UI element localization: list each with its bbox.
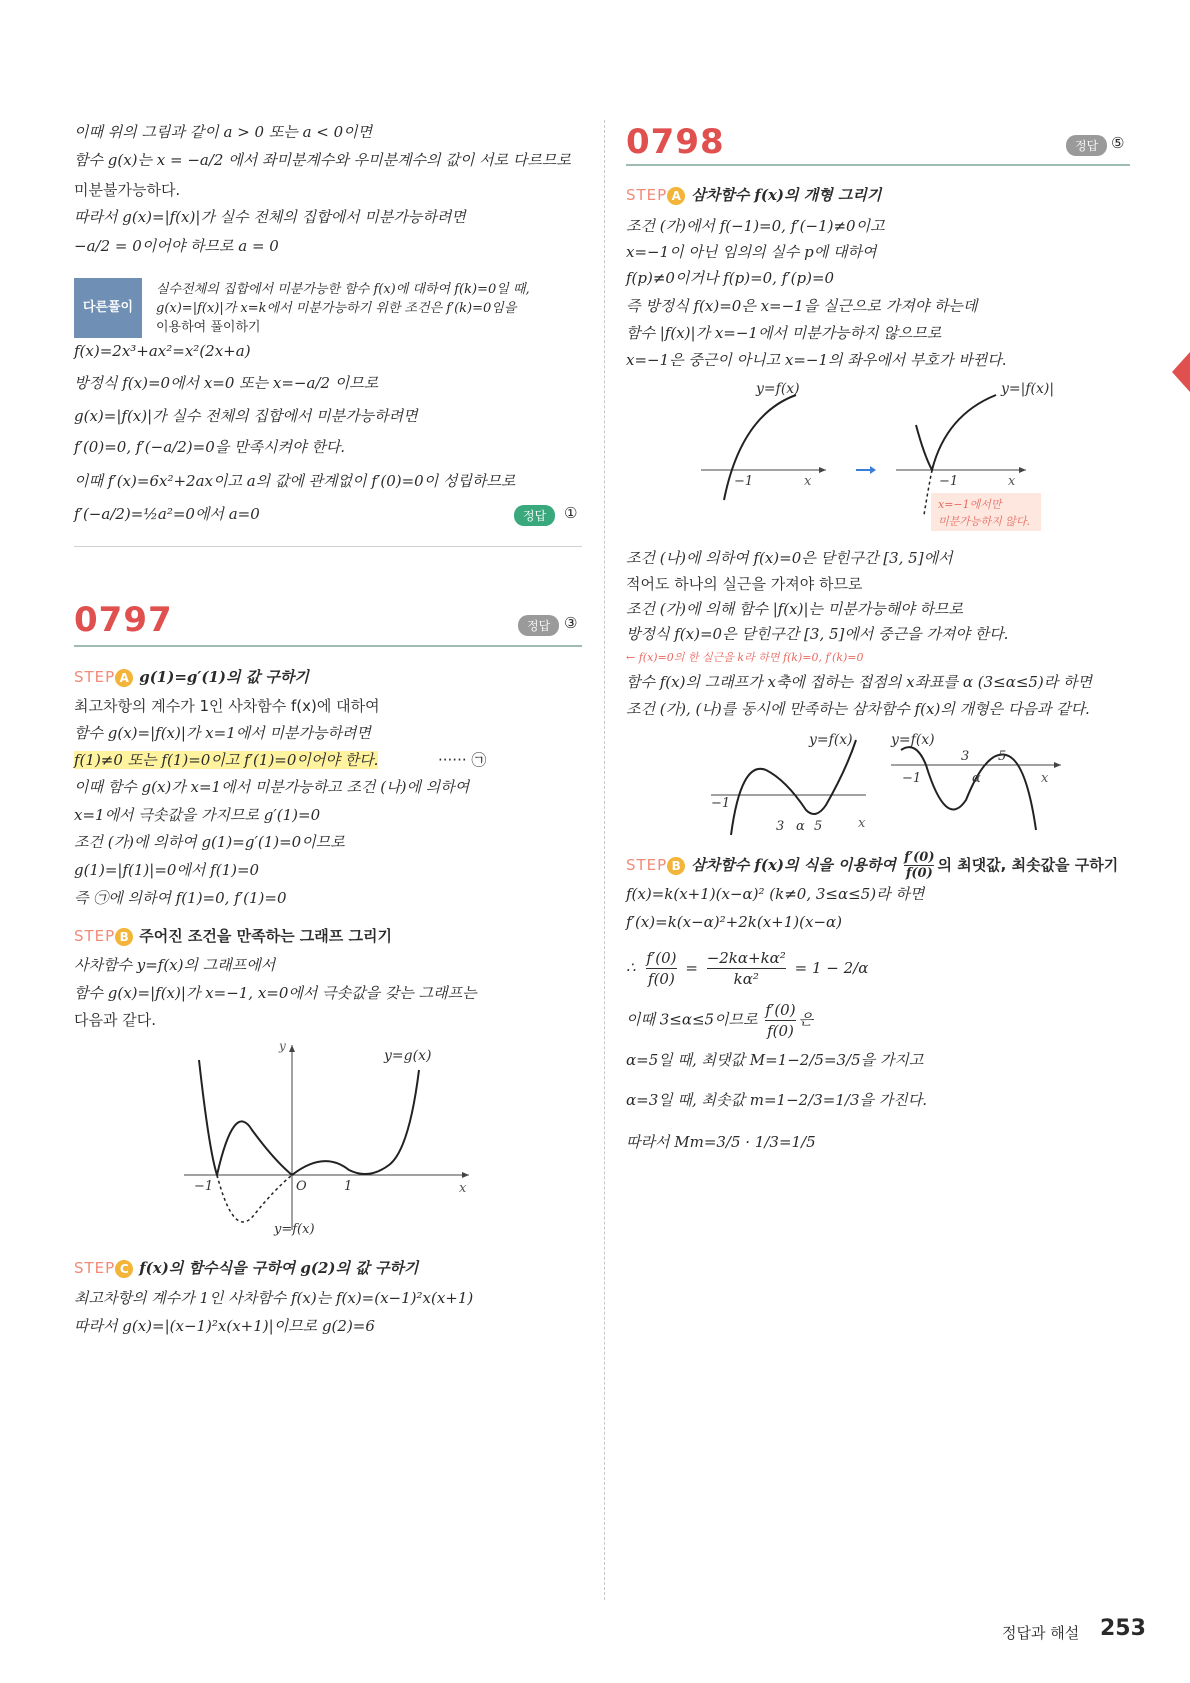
note-line-2: 미분가능하지 않다.: [938, 515, 1031, 528]
ratio-line: ∴ $\frac{f'(0)}{f(0)}$ = $\frac{\text{−2kα+kα²}}{\text{kα²}}$ = 1 − 2/α: [626, 949, 869, 988]
text-line: f′(x)=k(x−α)²+2k(x+1)(x−α): [626, 913, 842, 931]
step-letter: C: [115, 1260, 133, 1278]
tick-3-right: 3: [961, 749, 970, 764]
tick-neg1-right: −1: [939, 474, 959, 489]
text-line: 조건 (가)에 의해 함수 |f(x)|는 미분가능해야 하므로: [626, 600, 963, 618]
condition-text: 이때 3≤α≤5이므로: [626, 1010, 758, 1029]
column-divider: [604, 120, 605, 1600]
x-axis-arrow: [462, 1172, 469, 1178]
text-line: α=5일 때, 최댓값 M=1−2/5=3/5을 가지고: [626, 1051, 924, 1069]
text-line: 적어도 하나의 실근을 가져야 하므로: [626, 575, 863, 593]
text-line: f′(−a/2)=½a²=0에서 a=0: [74, 505, 260, 523]
text-line: 함수 g(x)는 x = −a/2 에서 좌미분계수와 우미분계수의 값이 서로 다르므로: [74, 151, 571, 169]
chapter-tab-marker: [1172, 352, 1190, 392]
problem-number: 0798: [626, 122, 725, 162]
cubic-positive: [731, 740, 856, 835]
alt-note-line: 이용하여 풀이하기: [156, 320, 261, 335]
text-line: 따라서 g(x)=|f(x)|가 실수 전체의 집합에서 미분가능하려면: [74, 208, 466, 226]
step-letter: A: [667, 187, 685, 205]
text-line: 즉 ㉠에 의하여 f(1)=0, f′(1)=0: [74, 889, 287, 907]
tick-origin: O: [296, 1179, 307, 1194]
step-a-heading: [626, 184, 881, 205]
problem-number: 0797: [74, 600, 173, 640]
highlighted-condition: f(1)≠0 또는 f(1)=0이고 f′(1)=0이어야 한다.: [74, 751, 379, 769]
step-b-heading: [626, 850, 1118, 881]
step-a-heading: [74, 666, 309, 687]
fraction-numerator: f′(0): [904, 850, 935, 865]
text-line: 조건 (가)에 의하여 g(1)=g′(1)=0이므로: [74, 833, 345, 851]
step-tag: STEP: [626, 186, 668, 204]
answer-badge: 정답: [518, 615, 559, 636]
tick-neg1-right: −1: [902, 771, 922, 786]
text-line: 최고차항의 계수가 1인 사차함수 f(x)에 대하여: [74, 697, 380, 715]
step-b-heading: [74, 925, 392, 946]
alpha-label: α: [796, 819, 805, 834]
text-line: −a/2 = 0이어야 하므로 a = 0: [74, 237, 279, 255]
graph-g-function: [184, 1040, 484, 1240]
tick-1: 1: [344, 1179, 353, 1194]
text-line: f(x)=k(x+1)(x−α)² (k≠0, 3≤α≤5)라 하면: [626, 885, 925, 903]
text-line: 이때 위의 그림과 같이 a > 0 또는 a < 0이면: [74, 123, 373, 141]
x-axis-arrow-right: [1054, 762, 1061, 768]
tick-neg1: −1: [194, 1179, 214, 1194]
answer-value: ③: [564, 614, 578, 632]
text-line: 함수 g(x)=|f(x)|가 x=−1, x=0에서 극솟값을 갖는 그래프는: [74, 984, 477, 1002]
text-line: 최고차항의 계수가 1인 사차함수 f(x)는 f(x)=(x−1)²x(x+1): [74, 1289, 474, 1307]
x-axis-label: x: [804, 474, 812, 489]
f-label-a: y=f(x): [809, 732, 853, 748]
ratio-result: = 1 − 2/α: [794, 958, 869, 977]
graph-f-and-absf: [696, 375, 1116, 540]
text-line: 조건 (나)에 의하여 f(x)=0은 닫힌구간 [3, 5]에서: [626, 549, 953, 567]
text-line: 함수 g(x)=|f(x)|가 x=1에서 미분가능하려면: [74, 724, 371, 742]
alt-note-line: 실수전체의 집합에서 미분가능한 함수 f(x)에 대하여 f(k)=0일 때,: [156, 282, 530, 297]
text-line: x=1에서 극솟값을 가지므로 g′(1)=0: [74, 806, 321, 824]
x-axis-arrow-right: [1019, 467, 1026, 473]
footer-label: 정답과 해설: [1002, 1624, 1080, 1642]
absf-curve: [916, 395, 996, 470]
condition-fraction: [765, 1000, 795, 1041]
step-letter: B: [115, 928, 133, 946]
text-line: f(x)=2x³+ax²=x²(2x+a): [74, 342, 251, 360]
fraction-denominator: f(0): [648, 970, 675, 988]
step-tag: STEP: [74, 927, 116, 945]
step-title: 삼차함수 f(x)의 개형 그리기: [691, 186, 882, 204]
fraction-numerator: −2kα+kα²: [706, 949, 786, 967]
text-line: [74, 750, 378, 770]
fraction-numerator: f′(0): [765, 1001, 796, 1019]
answer-badge: 정답: [514, 505, 555, 526]
text-line: 이때 f′(x)=6x²+2ax이고 a의 값에 관계없이 f′(0)=0이 성립하므로: [74, 472, 516, 490]
red-note: ← f(x)=0의 한 실근을 k라 하면 f(k)=0, f′(k)=0: [626, 651, 864, 664]
text-line: 이때 함수 g(x)가 x=1에서 미분가능하고 조건 (나)에 의하여: [74, 778, 470, 796]
answer-badge: 정답: [1066, 135, 1107, 156]
step-letter: A: [115, 669, 133, 687]
g-curve: [199, 1060, 419, 1175]
text-line: α=3일 때, 최솟값 m=1−2/3=1/3을 가진다.: [626, 1091, 928, 1109]
text-line: 함수 f(x)의 그래프가 x축에 접하는 접점의 x좌표를 α (3≤α≤5)라 하면: [626, 673, 1093, 691]
y-axis-label: y: [279, 1040, 286, 1053]
text-line: x=−1이 아닌 임의의 실수 p에 대하여: [626, 243, 877, 261]
f-label: y=f(x): [756, 381, 800, 397]
step-tag: STEP: [74, 1259, 116, 1277]
f-dashed-part: [924, 470, 932, 515]
x-axis-label: x: [459, 1181, 467, 1196]
tick-neg1: −1: [734, 474, 754, 489]
note-line-1: x=−1에서만: [938, 498, 1002, 511]
text-line: 함수 |f(x)|가 x=−1에서 미분가능하지 않으므로: [626, 324, 942, 342]
text-line: 조건 (가)에서 f(−1)=0, f′(−1)≠0이고: [626, 217, 885, 235]
absf-label: y=|f(x)|: [1001, 381, 1055, 397]
fraction-numerator: f′(0): [646, 949, 677, 967]
text-line: 다음과 같다.: [74, 1011, 156, 1029]
page-number: 253: [1100, 1616, 1146, 1641]
tick-5-right: 5: [998, 749, 1007, 764]
text-line: f(p)≠0이거나 f(p)=0, f′(p)=0: [626, 269, 835, 287]
text-line: g(1)=|f(1)|=0에서 f(1)=0: [74, 861, 260, 879]
ratio-mid-fraction: [707, 948, 786, 989]
alt-note-line: g(x)=|f(x)|가 x=k에서 미분가능하기 위한 조건은 f′(k)=0임을: [156, 301, 517, 316]
text-line: 조건 (가), (나)를 동시에 만족하는 삼차함수 f(x)의 개형은 다음과 같다.: [626, 700, 1090, 718]
f-label-b: y=f(x): [891, 732, 935, 748]
tick-5: 5: [814, 819, 823, 834]
text-line: f′(0)=0, f′(−a/2)=0을 만족시켜야 한다.: [74, 438, 345, 456]
x-axis-arrow-left: [819, 467, 826, 473]
therefore-symbol: ∴: [626, 958, 636, 977]
problem-rule: [626, 164, 1130, 166]
text-line: g(x)=|f(x)|가 실수 전체의 집합에서 미분가능하려면: [74, 407, 418, 425]
fraction-denominator: kα²: [733, 970, 759, 988]
text-line: 즉 방정식 f(x)=0은 x=−1을 실근으로 가져야 하는데: [626, 297, 978, 315]
text-line: x=−1은 중근이 아니고 x=−1의 좌우에서 부호가 바뀐다.: [626, 351, 1007, 369]
answer-value: ①: [564, 504, 578, 522]
tick-3: 3: [776, 819, 785, 834]
y-axis-arrow: [289, 1045, 295, 1052]
step-title: 주어진 조건을 만족하는 그래프 그리기: [139, 927, 392, 945]
answer-value: ⑤: [1111, 134, 1125, 152]
text-line: 따라서 g(x)=|(x−1)²x(x+1)|이므로 g(2)=6: [74, 1317, 375, 1335]
step-title-tail: 의 최댓값, 최솟값을 구하기: [937, 856, 1119, 874]
step-fraction: [904, 850, 934, 881]
step-title: g(1)=g′(1)의 값 구하기: [139, 668, 309, 686]
graph-cubic-shapes: [706, 730, 1106, 845]
text-line: 따라서 Mm=3/5 · 1/3=1/5: [626, 1133, 816, 1151]
transform-arrow-head: [870, 466, 876, 474]
condition-tail: 은: [798, 1010, 814, 1029]
fraction-denominator: f(0): [767, 1022, 794, 1040]
problem-rule: [74, 645, 582, 647]
step-title: 삼차함수 f(x)의 식을 이용하여: [691, 856, 896, 874]
step-title: f(x)의 함수식을 구하여 g(2)의 값 구하기: [139, 1259, 419, 1277]
x-axis-label-right: x: [1041, 771, 1049, 786]
step-tag: STEP: [626, 856, 668, 874]
f-curve-dashed: [217, 1175, 292, 1222]
step-letter: B: [667, 857, 685, 875]
f-label: y=f(x): [274, 1222, 315, 1237]
equation-mark: ······ ㉠: [438, 751, 487, 769]
section-rule: [74, 546, 582, 547]
step-c-heading: [74, 1257, 418, 1278]
x-axis-label-right: x: [1008, 474, 1016, 489]
ratio-fraction: [646, 948, 676, 989]
x-axis-label: x: [858, 816, 866, 831]
g-label: y=g(x): [384, 1048, 432, 1064]
text-line: 미분불가능하다.: [74, 181, 181, 199]
fraction-denominator: f(0): [905, 866, 933, 881]
text-line: 방정식 f(x)=0은 닫힌구간 [3, 5]에서 중근을 가져야 한다.: [626, 625, 1009, 643]
tick-neg1: −1: [711, 796, 731, 811]
alpha-label-right: α: [972, 771, 981, 786]
text-line: 사차함수 y=f(x)의 그래프에서: [74, 956, 276, 974]
text-line: 방정식 f(x)=0에서 x=0 또는 x=−a/2 이므로: [74, 374, 379, 392]
step-tag: STEP: [74, 668, 116, 686]
condition-line: [626, 1000, 813, 1041]
alt-solution-label: 다른풀이: [74, 278, 142, 338]
